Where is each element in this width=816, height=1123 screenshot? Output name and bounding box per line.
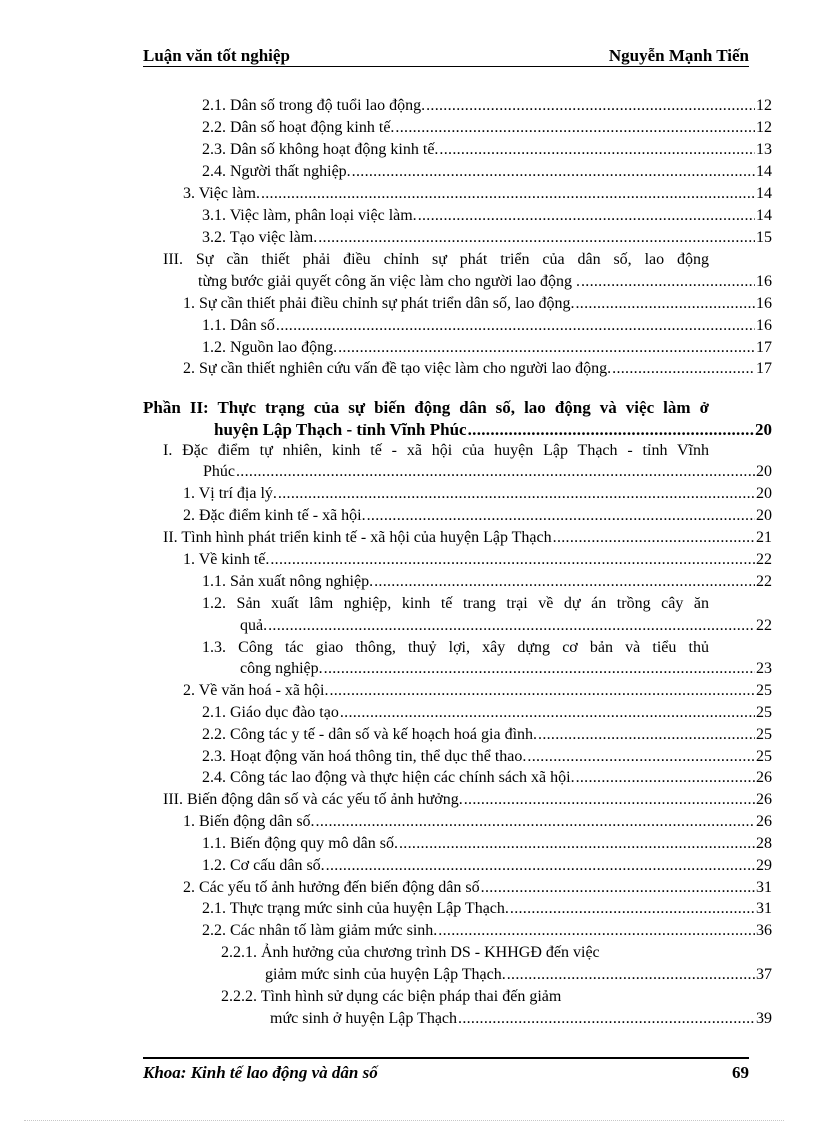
toc-entry: 2.2. Các nhân tố làm giảm mức sinh. ..... 36 <box>202 921 772 941</box>
toc-entry: 1.2. Cơ cấu dân số. ..... 29 <box>202 856 772 876</box>
toc-entry: quả. ..... 22 <box>240 616 772 636</box>
page-bottom-divider <box>24 1118 784 1121</box>
toc-entry: 3. Việc làm. ..... 14 <box>183 184 772 204</box>
toc-entry: từng bước giải quyết công ăn việc làm cho người lao động . ..... 16 <box>198 272 772 292</box>
toc-entry: 1. Vị trí địa lý. ..... 20 <box>183 484 772 504</box>
toc-entry: 2.4. Công tác lao động và thực hiện các chính sách xã hội. ..... 26 <box>202 768 772 788</box>
toc-entry: 2.1. Dân số trong độ tuổi lao động. ..... 12 <box>202 96 772 116</box>
toc-entry: 1.1. Sản xuất nông nghiệp. ..... 22 <box>202 572 772 592</box>
toc-entry-heading: 1.3. Công tác giao thông, thuỷ lợi, xây dựng cơ bản và tiểu thủ <box>202 639 709 656</box>
toc-entry: Phúc ..... 20 <box>203 462 772 482</box>
toc-entry: giảm mức sinh của huyện Lập Thạch. ..... 37 <box>265 965 772 985</box>
page-footer <box>143 1057 749 1085</box>
toc-entry: 1.2. Nguồn lao động. ..... 17 <box>202 338 772 358</box>
toc-entry: 2.4. Người thất nghiệp. ..... 14 <box>202 162 772 182</box>
footer-faculty: Khoa: Kinh tế lao động và dân số <box>143 1063 378 1082</box>
toc-entry: 3.2. Tạo việc làm. ..... 15 <box>202 228 772 248</box>
toc-entry: 2.2. Dân số hoạt động kinh tế. ..... 12 <box>202 118 772 138</box>
toc-entry-heading: III. Sự cần thiết phải điều chỉnh sự phát triển của dân số, lao động <box>163 251 709 268</box>
toc-entry: 2. Về văn hoá - xã hội. ..... 25 <box>183 681 772 701</box>
toc-entry: 2. Sự cần thiết nghiên cứu vấn đề tạo việc làm cho người lao động. ..... 17 <box>183 359 772 379</box>
page-header <box>143 44 749 67</box>
toc-part-heading: Phần II: Thực trạng của sự biến động dân số, lao động và việc làm ở <box>143 398 709 417</box>
toc-part-entry: huyện Lập Thạch - tỉnh Vĩnh Phúc ..... 20 <box>214 420 772 440</box>
toc-entry: 1. Sự cần thiết phải điều chỉnh sự phát triển dân số, lao động. ..... 16 <box>183 294 772 314</box>
toc-entry: 2.1. Thực trạng mức sinh của huyện Lập Thạch. ..... 31 <box>202 899 772 919</box>
toc-entry: 2. Các yếu tố ảnh hưởng đến biến động dân số ..... 31 <box>183 878 772 898</box>
toc-entry: III. Biến động dân số và các yếu tố ảnh hưởng. ..... 26 <box>163 790 772 810</box>
toc-entry: 1.1. Biến động quy mô dân số. ..... 28 <box>202 834 772 854</box>
toc-entry: 2. Đặc điểm kinh tế - xã hội. ..... 20 <box>183 506 772 526</box>
toc-entry: 2.3. Dân số không hoạt động kinh tế. ..... 13 <box>202 140 772 160</box>
toc-entry: công nghiệp. ..... 23 <box>240 659 772 679</box>
toc-entry: 3.1. Việc làm, phân loại việc làm. ..... 14 <box>202 206 772 226</box>
toc-entry: 1. Biến động dân số. ..... 26 <box>183 812 772 832</box>
toc-entry: 1. Về kinh tế. ..... 22 <box>183 550 772 570</box>
toc-entry-heading: 2.2.1. Ảnh hưởng của chương trình DS - KHHGĐ đến việc <box>221 944 600 961</box>
toc-entry-heading: 2.2.2. Tình hình sử dụng các biện pháp thai đến giảm <box>221 988 562 1005</box>
toc-entry: mức sinh ở huyện Lập Thạch ..... 39 <box>270 1009 772 1029</box>
toc-entry-heading: I. Đặc điểm tự nhiên, kinh tế - xã hội của huyện Lập Thạch - tỉnh Vĩnh <box>163 442 709 459</box>
toc-entry-heading: 1.2. Sản xuất lâm nghiệp, kinh tế trang trại về dự án trồng cây ăn <box>202 595 709 612</box>
toc-entry: 2.1. Giáo dục đào tạo ..... 25 <box>202 703 772 723</box>
header-thesis-label: Luận văn tốt nghiệp <box>143 46 290 65</box>
toc-entry: 2.2. Công tác y tế - dân số và kế hoạch hoá gia đình. ..... 25 <box>202 725 772 745</box>
page-number: 69 <box>732 1063 749 1082</box>
toc-entry: 1.1. Dân số ..... 16 <box>202 316 772 336</box>
toc-entry: II. Tình hình phát triển kinh tế - xã hội của huyện Lập Thạch ..... 21 <box>163 528 772 548</box>
header-author-name: Nguyễn Mạnh Tiến <box>608 46 749 65</box>
toc-entry: 2.3. Hoạt động văn hoá thông tin, thể dục thể thao. ..... 25 <box>202 747 772 767</box>
